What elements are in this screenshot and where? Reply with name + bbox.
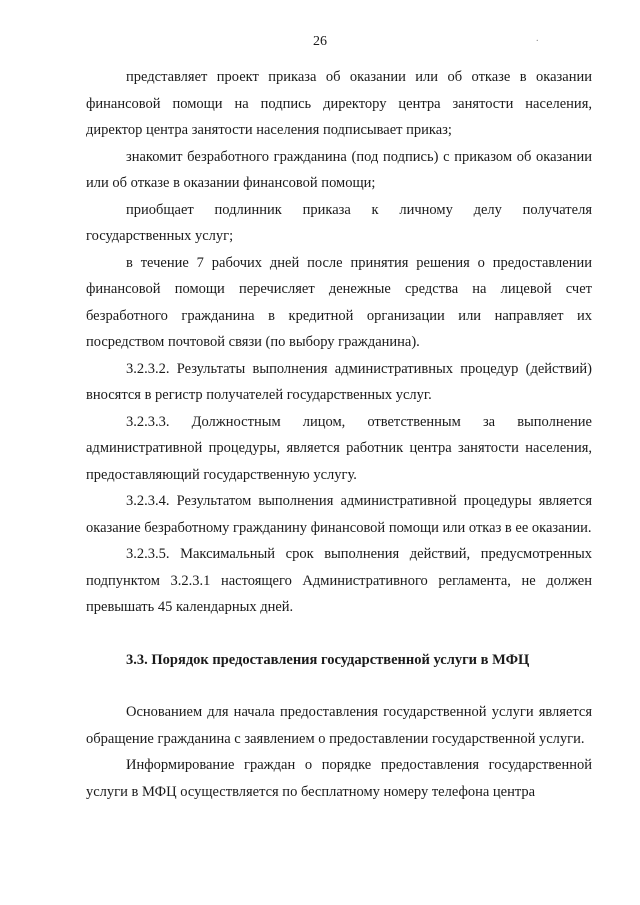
page-number: 26 xyxy=(313,34,327,49)
corner-mark: . xyxy=(536,33,539,44)
page-content xyxy=(86,64,592,805)
paragraph: Основанием для начала предоставления государственной услуги является обращение гражданина с заявлением о предоставлении государственной услуги. xyxy=(86,704,592,747)
paragraph: знакомит безработного гражданина (под подпись) с приказом об оказании или об отказе в оказании финансовой помощи; xyxy=(86,148,592,191)
paragraph: 3.2.3.4. Результатом выполнения административной процедуры является оказание безработному гражданину финансовой помощи или отказ в ее оказании. xyxy=(86,493,592,536)
paragraph: Информирование граждан о порядке предоставления государственной услуги в МФЦ осуществляется по бесплатному номеру телефона центра xyxy=(86,757,592,800)
paragraph: в течение 7 рабочих дней после принятия решения о предоставлении финансовой помощи перечисляет денежные средства на лицевой счет безработного гражданина в кредитной организации или направляет их посредством почтовой связи (по выбору гражданина). xyxy=(86,254,592,350)
paragraph: представляет проект приказа об оказании или об отказе в оказании финансовой помощи на подпись директору центра занятости населения, директор центра занятости населения подписывает приказ; xyxy=(86,69,592,138)
paragraph: 3.2.3.2. Результаты выполнения административных процедур (действий) вносятся в регистр получателей государственных услуг. xyxy=(86,360,592,403)
paragraph: 3.2.3.3. Должностным лицом, ответственным за выполнение административной процедуры, является работник центра занятости населения, предоставляющий государственную услугу. xyxy=(86,413,592,483)
paragraph: приобщает подлинник приказа к личному делу получателя государственных услуг; xyxy=(86,201,592,244)
spacer xyxy=(86,621,592,647)
paragraph: 3.2.3.5. Максимальный срок выполнения действий, предусмотренных подпунктом 3.2.3.1 настоящего Административного регламента, не должен превышать 45 календарных дней. xyxy=(86,546,592,615)
spacer xyxy=(86,673,592,699)
section-heading: 3.3. Порядок предоставления государственной услуги в МФЦ xyxy=(126,651,530,668)
